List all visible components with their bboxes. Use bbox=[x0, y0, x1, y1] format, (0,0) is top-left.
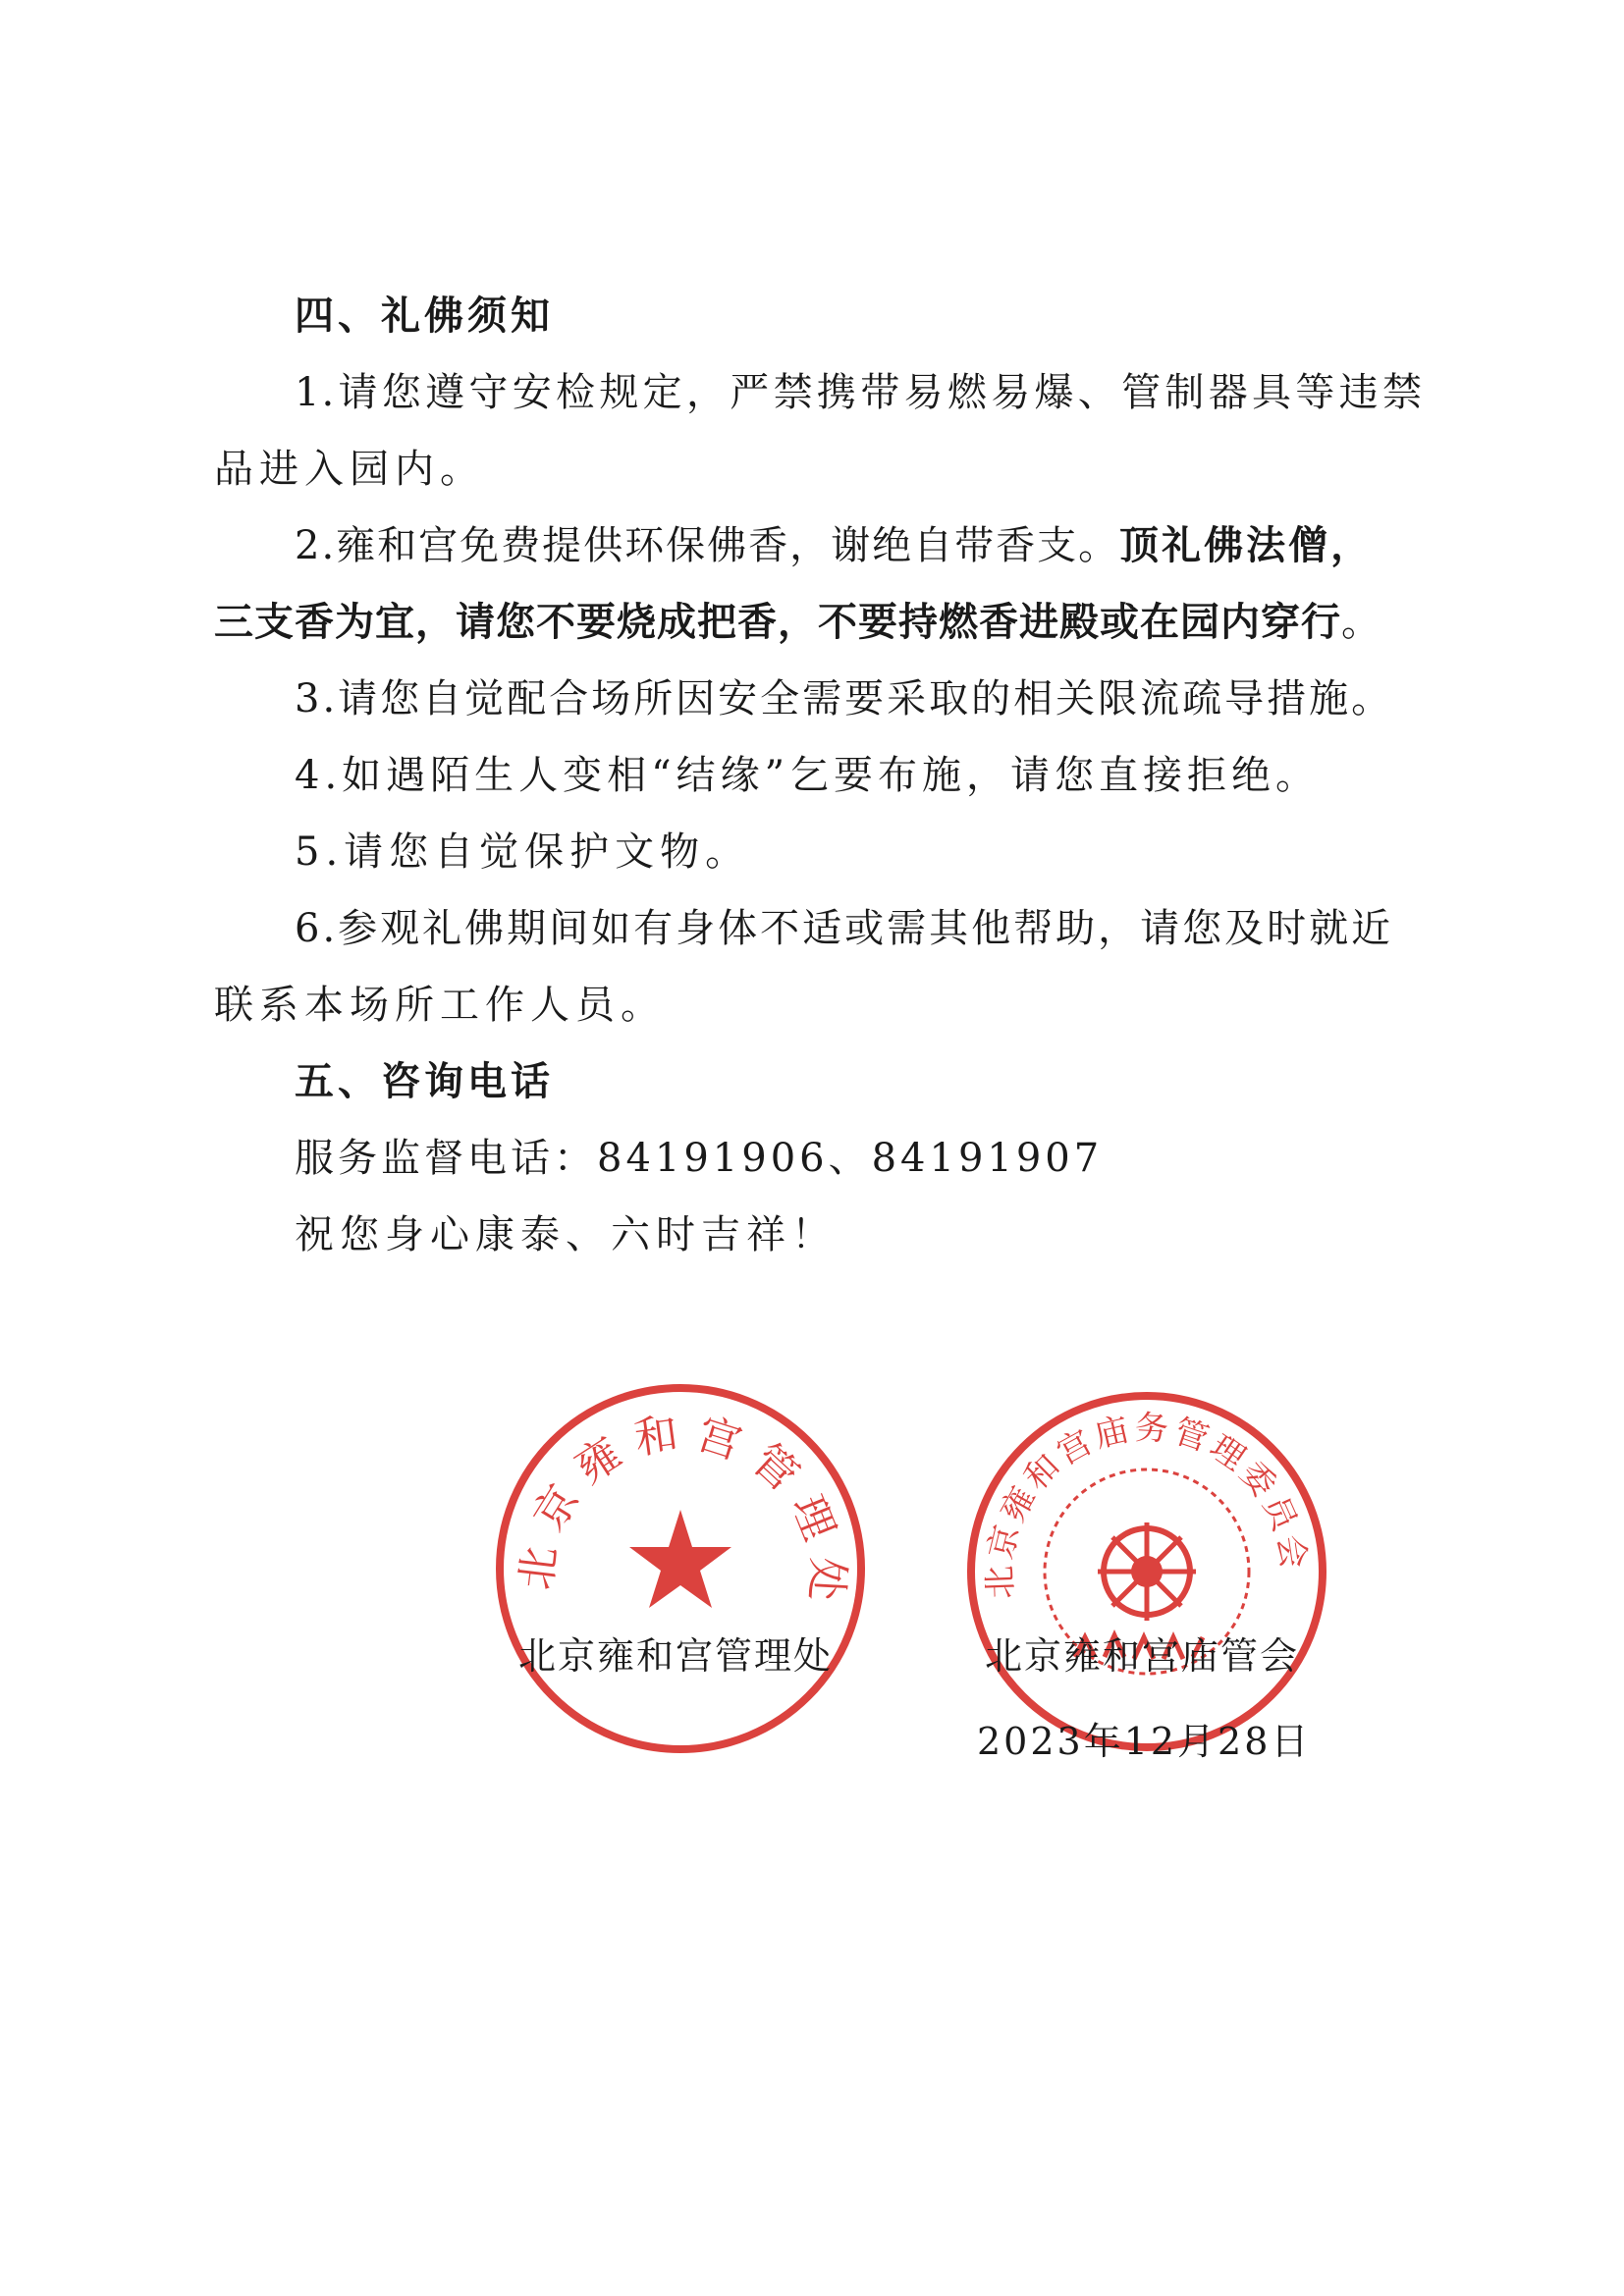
seal-2-graphic bbox=[967, 1392, 1326, 1751]
blessing-line: 祝您身心康泰、六时吉祥！ bbox=[295, 1212, 837, 1257]
item5: 5.请您自觉保护文物。 bbox=[295, 829, 751, 875]
signer-2-name: 北京雍和宫庙管会 bbox=[985, 1634, 1300, 1678]
item3: 3.请您自觉配合场所因安全需要采取的相关限流疏导措施。 bbox=[295, 676, 1394, 721]
item2-line2 bbox=[214, 597, 1381, 648]
item2-normal-text: 2.雍和宫免费提供环保佛香，谢绝自带香支。 bbox=[295, 523, 1120, 568]
signer-1-name: 北京雍和宫管理处 bbox=[518, 1634, 834, 1678]
seal-1-graphic bbox=[496, 1384, 865, 1753]
item2-end-punct: 。 bbox=[1341, 600, 1381, 645]
section4-heading: 四、礼佛须知 bbox=[295, 294, 554, 339]
item6-line2: 联系本场所工作人员。 bbox=[214, 983, 666, 1028]
item2-bold-text-2: 三支香为宜，请您不要烧成把香，不要持燃香进殿或在园内穿行 bbox=[214, 600, 1341, 645]
item6-line1: 6.参观礼佛期间如有身体不适或需其他帮助，请您及时就近 bbox=[295, 906, 1394, 951]
seal-1-arc-text: 北京雍和宫管理处 bbox=[511, 1407, 853, 1617]
signature-date: 2023年12月28日 bbox=[977, 1720, 1312, 1763]
item2-bold-text-1: 顶礼佛法僧， bbox=[1119, 523, 1374, 568]
section5-heading: 五、咨询电话 bbox=[295, 1059, 554, 1104]
seal-2-arc-text: 北京雍和宫庙务管理委员会 bbox=[980, 1408, 1314, 1600]
dharma-wheel-icon bbox=[1098, 1522, 1196, 1621]
official-seal-2 bbox=[967, 1392, 1326, 1751]
official-seal-1 bbox=[496, 1384, 865, 1753]
item4: 4.如遇陌生人变相“结缘”乞要布施，请您直接拒绝。 bbox=[295, 753, 1321, 798]
seal-star-icon bbox=[629, 1510, 731, 1608]
item1-line2: 品进入园内。 bbox=[214, 447, 485, 492]
phone-line: 服务监督电话：84191906、84191907 bbox=[295, 1136, 1104, 1181]
item1-line1: 1.请您遵守安检规定，严禁携带易燃易爆、管制器具等违禁 bbox=[295, 370, 1424, 415]
item2-line1 bbox=[295, 520, 1373, 571]
